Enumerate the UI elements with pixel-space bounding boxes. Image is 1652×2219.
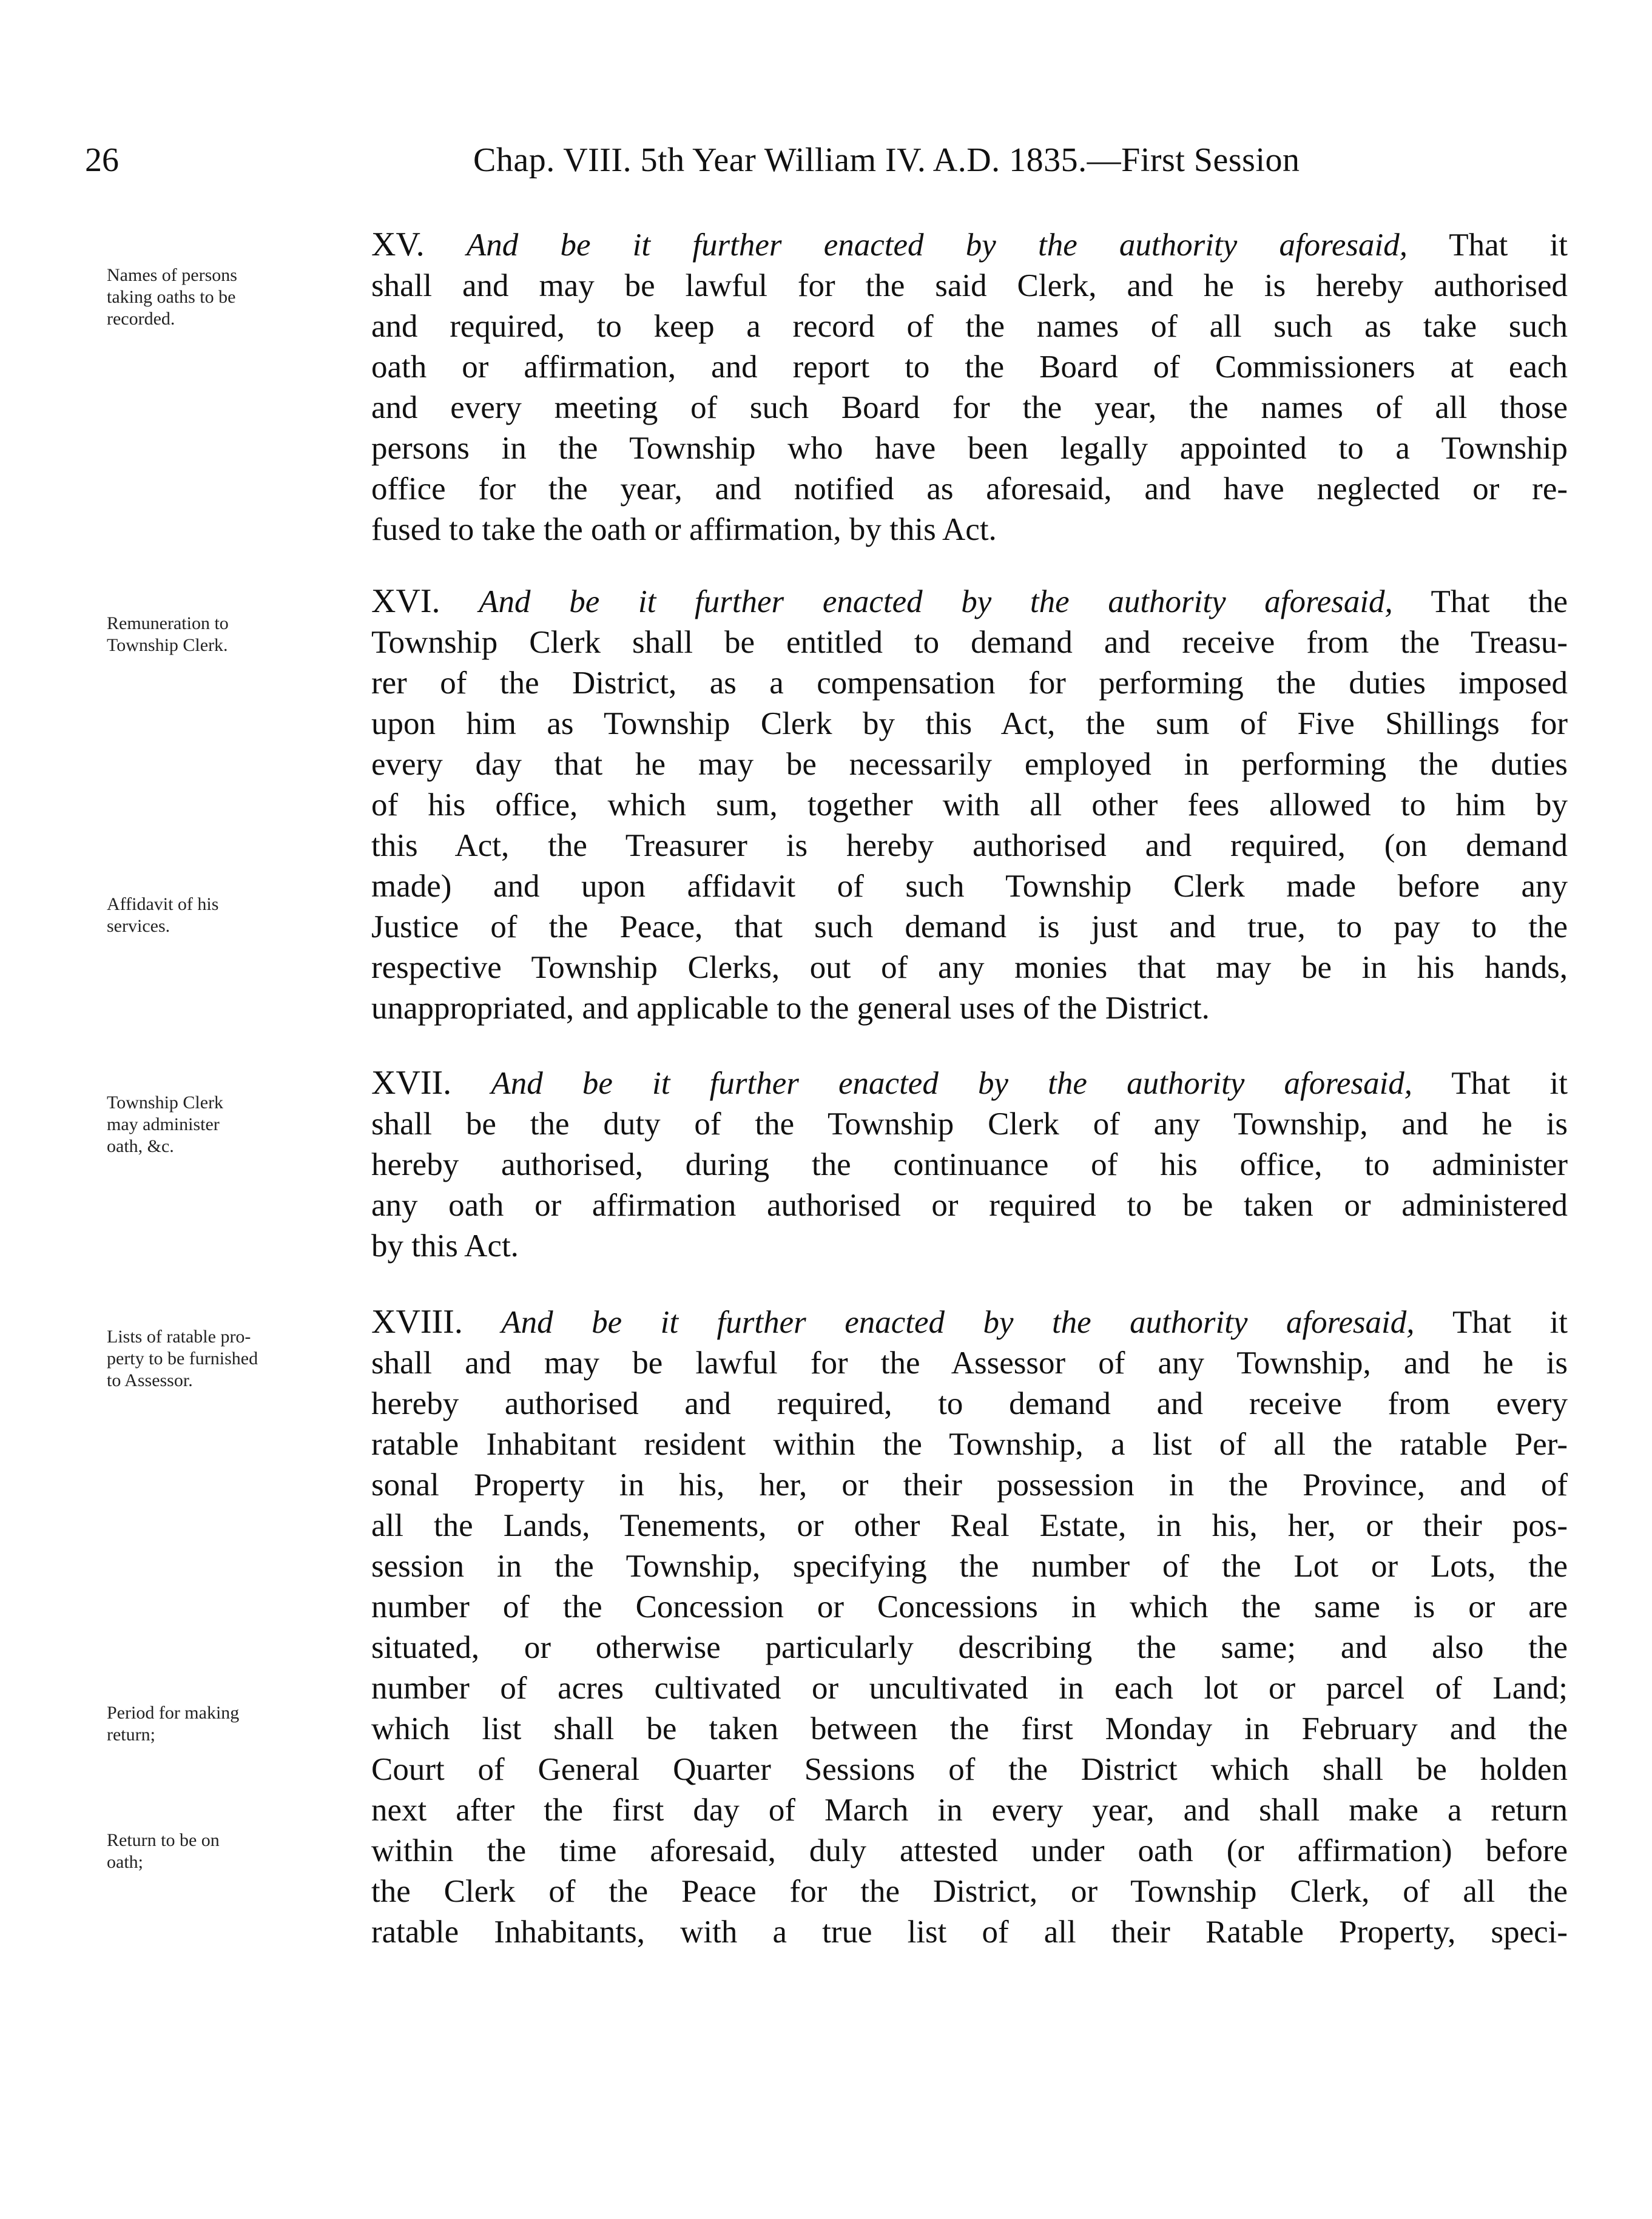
body-line: situated, or otherwise particularly describing the same; and also the — [371, 1630, 1568, 1665]
section-number: XVIII. — [371, 1303, 463, 1341]
marginal-note — [107, 1702, 374, 1746]
marginal-note-line: Remuneration to — [107, 613, 229, 633]
marginal-note-line: taking oaths to be — [107, 287, 236, 307]
body-line: shall and may be lawful for the Assessor of any Township, and he is — [371, 1345, 1568, 1381]
section-number: XV. — [371, 226, 425, 263]
body-line: fused to take the oath or affirmation, by this Act. — [371, 512, 997, 547]
body-line: and every meeting of such Board for the year, the names of all those — [371, 390, 1568, 425]
body-line: shall and may be lawful for the said Clerk, and he is hereby authorised — [371, 268, 1568, 303]
enacting-clause: And be it further enacted by the authority aforesaid, — [466, 227, 1408, 263]
page-number: 26 — [85, 141, 119, 179]
marginal-note — [107, 1092, 374, 1157]
marginal-note-line: Affidavit of his — [107, 894, 219, 914]
body-text: That it — [1449, 227, 1568, 263]
body-line: sonal Property in his, her, or their possession in the Province, and of — [371, 1467, 1568, 1503]
marginal-note-line: Township Clerk. — [107, 635, 228, 655]
enacting-clause: And be it further enacted by the authority aforesaid, — [491, 1066, 1413, 1101]
body-line: ratable Inhabitants, with a true list of all their Ratable Property, speci- — [371, 1914, 1568, 1950]
marginal-note — [107, 613, 374, 656]
body-line: made) and upon affidavit of such Township Clerk made before any — [371, 869, 1568, 904]
running-head: Chap. VIII. 5th Year William IV. A.D. 1835.—First Session — [473, 141, 1300, 179]
body-text: That it — [1452, 1305, 1568, 1340]
page-header — [0, 141, 1652, 189]
body-line: shall be the duty of the Township Clerk of any Township, and he is — [371, 1106, 1568, 1142]
body-line: Court of General Quarter Sessions of the District which shall be holden — [371, 1752, 1568, 1787]
body-line: upon him as Township Clerk by this Act, the sum of Five Shillings for — [371, 706, 1568, 741]
body-line: hereby authorised and required, to demand and receive from every — [371, 1386, 1568, 1421]
section-xv — [371, 224, 1568, 550]
marginal-note-line: Lists of ratable pro- — [107, 1327, 251, 1347]
section-number: XVII. — [371, 1064, 452, 1102]
body-line: oath or affirmation, and report to the Board of Commissioners at each — [371, 349, 1568, 385]
marginal-note — [107, 1830, 374, 1873]
body-line: respective Township Clerks, out of any monies that may be in his hands, — [371, 950, 1568, 985]
marginal-note-line: perty to be furnished — [107, 1349, 258, 1369]
body-line: ratable Inhabitant resident within the Township, a list of all the ratable Per- — [371, 1427, 1568, 1462]
body-line: of his office, which sum, together with all other fees allowed to him by — [371, 787, 1568, 823]
body-text: That it — [1451, 1066, 1568, 1101]
marginal-note — [107, 894, 374, 937]
body-line: rer of the District, as a compensation for performing the duties imposed — [371, 665, 1568, 701]
body-line: any oath or affirmation authorised or required to be taken or administered — [371, 1188, 1568, 1223]
section-xvii — [371, 1063, 1568, 1267]
body-line: this Act, the Treasurer is hereby authorised and required, (on demand — [371, 828, 1568, 863]
section-opening-line — [371, 224, 1568, 266]
marginal-note-line: oath, &c. — [107, 1136, 174, 1156]
marginal-note-line: Return to be on — [107, 1830, 220, 1850]
body-line: by this Act. — [371, 1228, 519, 1264]
marginal-note-line: recorded. — [107, 309, 175, 329]
body-line: Township Clerk shall be entitled to demand and receive from the Treasu- — [371, 625, 1568, 660]
section-opening-line — [371, 581, 1568, 622]
marginal-note-line: may administer — [107, 1114, 220, 1134]
body-line: next after the first day of March in every year, and shall make a return — [371, 1793, 1568, 1828]
body-line: which list shall be taken between the first Monday in February and the — [371, 1711, 1568, 1746]
section-opening-line — [371, 1302, 1568, 1343]
body-line: all the Lands, Tenements, or other Real Estate, in his, her, or their pos- — [371, 1508, 1568, 1543]
enacting-clause: And be it further enacted by the authority aforesaid, — [501, 1305, 1415, 1340]
section-opening-line — [371, 1063, 1568, 1104]
body-line: number of the Concession or Concessions in which the same is or are — [371, 1589, 1568, 1625]
body-line: the Clerk of the Peace for the District, or Township Clerk, of all the — [371, 1874, 1568, 1909]
marginal-note-line: Period for making — [107, 1703, 240, 1723]
marginal-note — [107, 264, 374, 330]
body-line: unappropriated, and applicable to the general uses of the District. — [371, 991, 1210, 1026]
marginal-note-line: return; — [107, 1725, 155, 1745]
body-line: persons in the Township who have been legally appointed to a Township — [371, 431, 1568, 466]
marginal-note-line: services. — [107, 916, 170, 936]
marginal-note-line: Names of persons — [107, 265, 237, 285]
body-line: session in the Township, specifying the number of the Lot or Lots, the — [371, 1549, 1568, 1584]
body-line: within the time aforesaid, duly attested under oath (or affirmation) before — [371, 1833, 1568, 1868]
marginal-note-line: Township Clerk — [107, 1093, 224, 1113]
body-line: office for the year, and notified as aforesaid, and have neglected or re- — [371, 471, 1568, 507]
marginal-note — [107, 1326, 374, 1392]
section-xviii — [371, 1302, 1568, 1953]
body-line: and required, to keep a record of the names of all such as take such — [371, 309, 1568, 344]
marginal-note-line: oath; — [107, 1852, 143, 1872]
body-text: That the — [1431, 584, 1568, 619]
body-line: every day that he may be necessarily employed in performing the duties — [371, 747, 1568, 782]
body-line: Justice of the Peace, that such demand is just and true, to pay to the — [371, 909, 1568, 945]
section-xvi — [371, 581, 1568, 1029]
marginal-note-line: to Assessor. — [107, 1370, 193, 1390]
body-line: hereby authorised, during the continuance of his office, to administer — [371, 1147, 1568, 1182]
section-number: XVI. — [371, 582, 440, 620]
body-line: number of acres cultivated or uncultivated in each lot or parcel of Land; — [371, 1671, 1568, 1706]
enacting-clause: And be it further enacted by the authority aforesaid, — [479, 584, 1393, 619]
